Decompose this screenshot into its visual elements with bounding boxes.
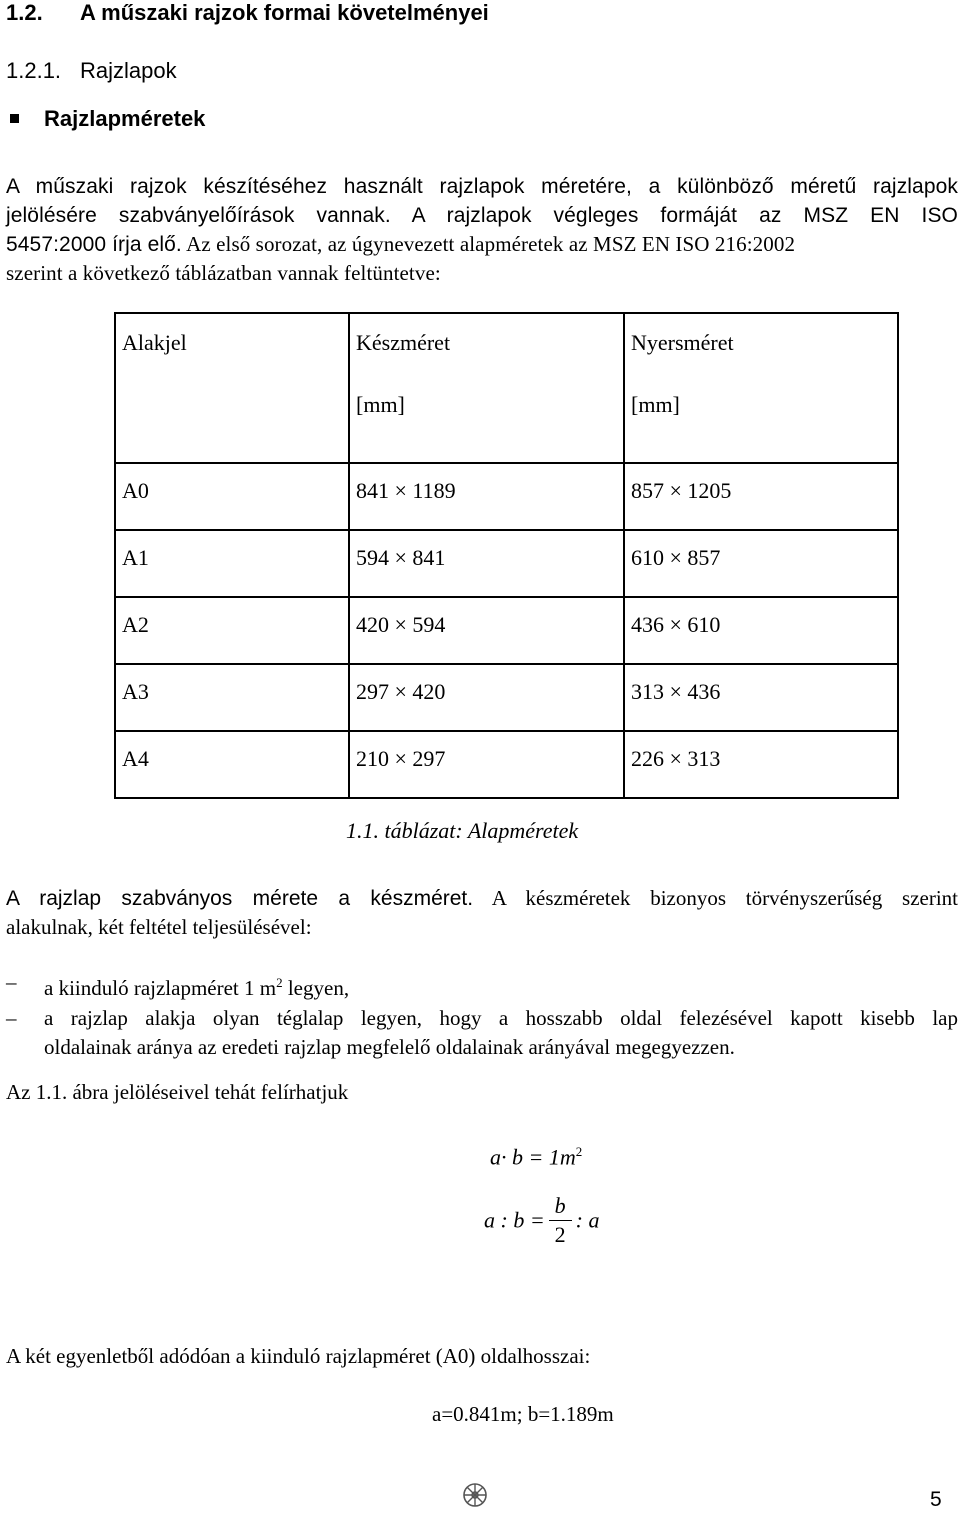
subsection-number: 1.2.1.: [6, 58, 62, 83]
list-text: a rajzlap alakja olyan téglalap legyen, hogy a hosszabb oldal felezésével kapott kisebb lap: [44, 1006, 958, 1030]
superscript: 2: [276, 975, 283, 990]
header-cell: [115, 313, 349, 463]
header-unit: [mm]: [631, 392, 680, 417]
table-cell: 436 × 610: [624, 597, 898, 664]
header-cell: [624, 313, 898, 463]
paragraph-line: jelölésére szabványelőírások vannak. A rajzlapok végleges formáját az MSZ EN ISO: [6, 204, 958, 227]
table-caption: 1.1. táblázat: Alapméretek: [346, 818, 579, 843]
table-row: [115, 731, 898, 798]
bullet-heading: [6, 106, 205, 132]
table-cell: A4: [115, 731, 349, 798]
paragraph-intro: [6, 172, 958, 288]
table-row: [115, 463, 898, 530]
superscript: 2: [575, 1144, 583, 1159]
table-row: [115, 530, 898, 597]
list-item-text: [44, 1004, 958, 1062]
section-title: A műszaki rajzok formai követelményei: [80, 0, 489, 25]
table-cell: 610 × 857: [624, 530, 898, 597]
formula-area: [490, 1144, 582, 1170]
square-bullet-icon: [10, 114, 19, 123]
table-cell: 594 × 841: [349, 530, 624, 597]
table-row: [115, 597, 898, 664]
paragraph-conditions: [6, 884, 958, 942]
table-header-row: [115, 313, 898, 463]
numerator: b: [549, 1192, 572, 1221]
list-text: legyen,: [282, 976, 350, 1000]
table-cell: 226 × 313: [624, 731, 898, 798]
header-unit: [mm]: [356, 392, 405, 417]
sheet-size-table: [114, 312, 899, 799]
ornament-icon: [462, 1482, 488, 1508]
paragraph-line: A műszaki rajzok készítéséhez használt rajzlapok méretére, a különböző méretű rajzlapok: [6, 175, 958, 198]
table-cell: 210 × 297: [349, 731, 624, 798]
paragraph-line: [6, 884, 958, 913]
bullet-heading-text: Rajzlapméretek: [44, 106, 206, 131]
denominator: 2: [554, 1222, 566, 1247]
page-number: 5: [930, 1488, 942, 1511]
paragraph-result: A két egyenletből adódóan a kiinduló rajzlapméret (A0) oldalhosszai:: [6, 1344, 591, 1368]
paragraph-fragment: 5457:2000 írja elő.: [6, 233, 182, 256]
list-text: a kiinduló rajzlapméret 1 m: [44, 976, 277, 1000]
paragraph-fragment: A rajzlap szabványos mérete a készméret.: [6, 887, 474, 910]
formula-ratio: [484, 1192, 600, 1249]
dash-bullet: –: [6, 970, 17, 994]
table-cell: 420 × 594: [349, 597, 624, 664]
table-cell: A0: [115, 463, 349, 530]
header-label: Készméret: [356, 330, 451, 355]
paragraph-line: szerint a következő táblázatban vannak feltüntetve:: [6, 261, 441, 285]
list-text: oldalainak aránya az eredeti rajzlap megfelelő oldalainak arányával megegyezzen.: [44, 1035, 735, 1059]
header-cell: [349, 313, 624, 463]
table-cell: A1: [115, 530, 349, 597]
table-cell: 313 × 436: [624, 664, 898, 731]
result-values: a=0.841m; b=1.189m: [432, 1402, 614, 1426]
dash-bullet: –: [6, 1006, 17, 1030]
table-cell: 297 × 420: [349, 664, 624, 731]
paragraph-line: [6, 230, 958, 259]
fraction: [549, 1192, 572, 1249]
paragraph-fragment: A készméretek bizonyos törvényszerűség szerint: [473, 886, 958, 910]
header-label: Nyersméret: [631, 330, 734, 355]
subsection-title: Rajzlapok: [80, 58, 177, 83]
list-item-text: [44, 968, 958, 1003]
section-number: 1.2.: [6, 0, 43, 25]
header-label: Alakjel: [122, 330, 187, 355]
section-heading: [6, 0, 489, 26]
table-cell: 857 × 1205: [624, 463, 898, 530]
paragraph-fragment: Az első sorozat, az úgynevezett alapméretek az MSZ EN ISO 216:2002: [181, 232, 796, 256]
table-cell: A3: [115, 664, 349, 731]
formula-text: a : b =: [484, 1207, 545, 1233]
formula-text: a· b = 1m: [490, 1144, 576, 1170]
formula-text: : a: [575, 1207, 600, 1233]
subsection-heading: [6, 58, 177, 84]
table-cell: 841 × 1189: [349, 463, 624, 530]
table-cell: A2: [115, 597, 349, 664]
paragraph-lead: Az 1.1. ábra jelöléseivel tehát felírhatjuk: [6, 1080, 349, 1104]
table-row: [115, 664, 898, 731]
paragraph-line: alakulnak, két feltétel teljesülésével:: [6, 915, 312, 939]
